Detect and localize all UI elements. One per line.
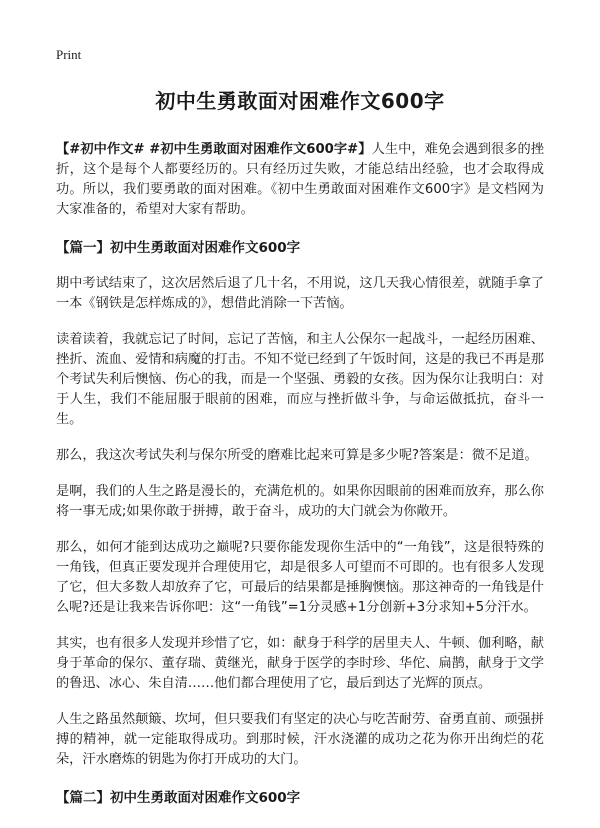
section-heading-1: 【篇一】初中生勇敢面对困难作文600字 bbox=[56, 240, 301, 256]
body-paragraph-5: 那么，如何才能到达成功之巅呢?只要你能发现你生活中的“一角钱”，这是很特殊的一角钱，但真正要发现并合理使用它，却是很多人可望而不可即的。也有很多人发现了它，但大多数人却放弃了它，可最后的结果都是捶胸懊恼。那这神奇的一角钱是什么呢?还是让我来告诉你吧：这“一角钱”=1分灵感+1分创新+3分求知+5分汗水。 bbox=[56, 540, 544, 615]
intro-text: 人生中，难免会遇到很多的挫折，这个是每个人都要经历的。只有经历过失败，才能总结出经验，也才会取得成功。所以，我们要勇敢的面对困难。《初中生勇敢面对困难作文600字》是文档网为大家准备的，希望对大家有帮助。 bbox=[56, 142, 544, 217]
body-paragraph-3: 那么，我这次考试失利与保尔所受的磨难比起来可算是多少呢?答案是：微不足道。 bbox=[56, 448, 538, 463]
intro-tag: 【#初中作文# #初中生勇敢面对困难作文600字#】 bbox=[56, 142, 372, 157]
page-title: 初中生勇敢面对困难作文600字 bbox=[155, 89, 445, 113]
body-paragraph-6: 其实，也有很多人发现并珍惜了它，如：献身于科学的居里夫人、牛顿、伽利略，献身于革命的保尔、董存瑞、黄继光，献身于医学的李时珍、华佗、扁鹊，献身于文学的鲁迅、冰心、朱自清……他们都合理使用了它，最后到达了光辉的顶点。 bbox=[56, 636, 544, 691]
intro-paragraph bbox=[56, 140, 544, 220]
body-paragraph-7: 人生之路虽然颠簸、坎坷，但只要我们有坚定的决心与吃苦耐劳、奋勇直前、顽强拼搏的精神，就一定能取得成功。到那时候，汗水浇灌的成功之花为你开出绚烂的花朵，汗水磨炼的钥匙为你打开成功的大门。 bbox=[56, 712, 544, 767]
section-heading-2: 【篇二】初中生勇敢面对困难作文600字 bbox=[56, 790, 301, 806]
body-paragraph-4: 是啊，我们的人生之路是漫长的，充满危机的。如果你因眼前的困难而放弃，那么你将一事无成;如果你敢于拼搏，敢于奋斗，成功的大门就会为你敞开。 bbox=[56, 484, 544, 519]
body-paragraph-2: 读着读着，我就忘记了时间，忘记了苦恼，和主人公保尔一起战斗，一起经历困难、挫折、流血、爱情和病魔的打击。不知不觉已经到了午饭时间，这是的我已不再是那个考试失利后懊恼、伤心的我，而是一个坚强、勇毅的女孩。因为保尔让我明白：对于人生，我们不能屈服于眼前的困难，而应与挫折做斗争，与命运做抵抗，奋斗一生。 bbox=[56, 332, 544, 427]
print-link[interactable]: Print bbox=[56, 47, 82, 62]
body-paragraph-1: 期中考试结束了，这次居然后退了几十名，不用说，这几天我心情很差，就随手拿了一本《钢铁是怎样炼成的》，想借此消除一下苦恼。 bbox=[56, 276, 544, 311]
